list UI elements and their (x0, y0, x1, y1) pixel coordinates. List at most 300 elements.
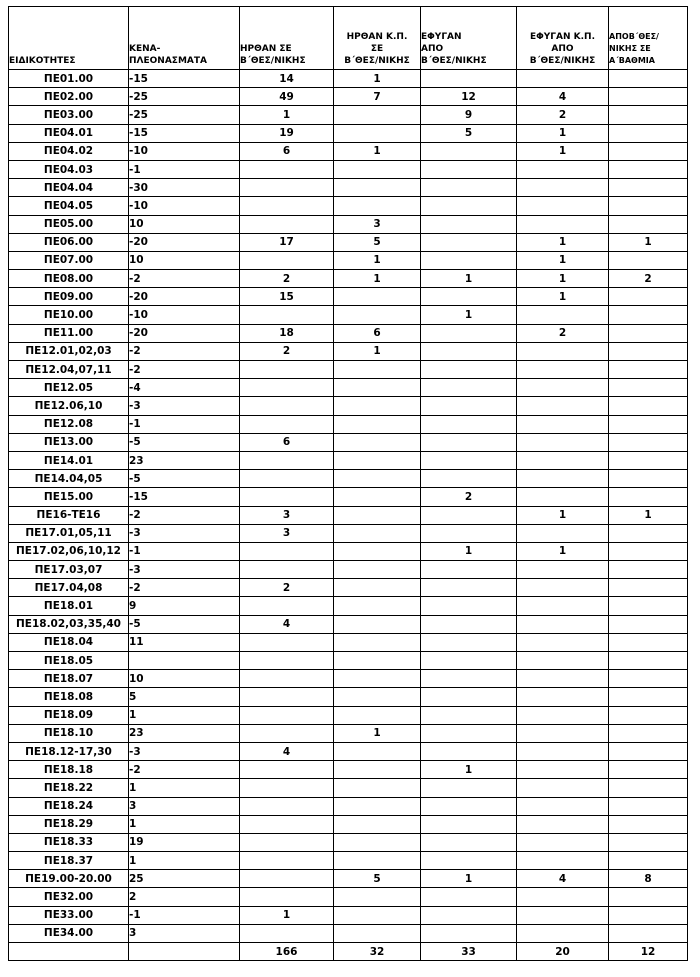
cell-vacancies: -1 (129, 415, 240, 433)
cell-left-kp: 2 (517, 106, 609, 124)
table-row (9, 70, 688, 88)
cell-vacancies: -2 (129, 270, 240, 288)
cell-seconded (609, 179, 688, 197)
table-row (9, 397, 688, 415)
cell-arrived-kp (334, 524, 421, 542)
cell-vacancies: 1 (129, 852, 240, 870)
table-row (9, 888, 688, 906)
cell-vacancies: -25 (129, 88, 240, 106)
cell-left-kp (517, 524, 609, 542)
cell-arrived (240, 561, 334, 579)
table-row (9, 833, 688, 851)
cell-arrived-kp: 1 (334, 142, 421, 160)
cell-left-kp (517, 433, 609, 451)
cell-specialty: ΠΕ18.24 (9, 797, 129, 815)
cell-specialty: ΠΕ07.00 (9, 251, 129, 269)
cell-arrived (240, 197, 334, 215)
cell-specialty: ΠΕ04.03 (9, 160, 129, 178)
cell-vacancies: -3 (129, 742, 240, 760)
header-row (9, 7, 688, 70)
cell-seconded (609, 906, 688, 924)
cell-arrived-kp (334, 306, 421, 324)
table-row (9, 488, 688, 506)
table-row (9, 179, 688, 197)
cell-specialty: ΠΕ15.00 (9, 488, 129, 506)
cell-specialty: ΠΕ18.22 (9, 779, 129, 797)
cell-arrived-kp: 1 (334, 270, 421, 288)
cell-left-kp (517, 761, 609, 779)
cell-vacancies: 23 (129, 724, 240, 742)
cell-seconded (609, 797, 688, 815)
cell-vacancies: -20 (129, 233, 240, 251)
cell-left (421, 833, 517, 851)
header-arrived-kp: ΗΡΘΑΝ Κ.Π. ΣΕ Β΄ΘΕΣ/ΝΙΚΗΣ (334, 7, 421, 70)
cell-left: 5 (421, 124, 517, 142)
cell-arrived-kp (334, 615, 421, 633)
cell-seconded (609, 724, 688, 742)
cell-specialty: ΠΕ18.02,03,35,40 (9, 615, 129, 633)
header-vacancies: ΚΕΝΑ- ΠΛΕΟΝΑΣΜΑΤΑ (129, 7, 240, 70)
cell-seconded (609, 433, 688, 451)
cell-specialty: ΠΕ17.03,07 (9, 561, 129, 579)
cell-specialty: ΠΕ14.04,05 (9, 470, 129, 488)
cell-vacancies: -3 (129, 561, 240, 579)
cell-arrived (240, 779, 334, 797)
cell-arrived (240, 451, 334, 469)
cell-left-kp (517, 797, 609, 815)
cell-arrived-kp: 1 (334, 251, 421, 269)
cell-seconded (609, 888, 688, 906)
cell-arrived: 49 (240, 88, 334, 106)
cell-left (421, 251, 517, 269)
table-row (9, 197, 688, 215)
table-row (9, 506, 688, 524)
cell-arrived-kp (334, 160, 421, 178)
cell-vacancies: -2 (129, 506, 240, 524)
cell-arrived-kp (334, 106, 421, 124)
cell-left-kp (517, 724, 609, 742)
cell-left-kp (517, 833, 609, 851)
cell-seconded: 1 (609, 506, 688, 524)
cell-specialty: ΠΕ18.08 (9, 688, 129, 706)
table-row (9, 324, 688, 342)
cell-left-kp (517, 451, 609, 469)
table-row (9, 652, 688, 670)
cell-left-kp: 1 (517, 542, 609, 560)
cell-arrived-kp (334, 397, 421, 415)
cell-arrived (240, 652, 334, 670)
cell-vacancies: -5 (129, 433, 240, 451)
cell-left (421, 233, 517, 251)
table-row (9, 233, 688, 251)
cell-left-kp: 1 (517, 142, 609, 160)
cell-specialty: ΠΕ12.05 (9, 379, 129, 397)
cell-vacancies: -15 (129, 488, 240, 506)
cell-vacancies: 2 (129, 888, 240, 906)
cell-arrived-kp (334, 906, 421, 924)
cell-arrived-kp (334, 361, 421, 379)
cell-arrived (240, 833, 334, 851)
total-cell-arrived-kp: 32 (334, 943, 421, 961)
cell-left-kp (517, 615, 609, 633)
table-row (9, 451, 688, 469)
cell-vacancies: -15 (129, 70, 240, 88)
cell-seconded (609, 852, 688, 870)
cell-left-kp (517, 488, 609, 506)
table-row (9, 361, 688, 379)
cell-arrived-kp (334, 742, 421, 760)
cell-seconded (609, 160, 688, 178)
cell-left-kp (517, 397, 609, 415)
cell-vacancies: -25 (129, 106, 240, 124)
cell-arrived-kp (334, 579, 421, 597)
cell-vacancies: -10 (129, 197, 240, 215)
cell-left-kp (517, 670, 609, 688)
table-row (9, 124, 688, 142)
cell-arrived (240, 470, 334, 488)
cell-left-kp (517, 852, 609, 870)
cell-arrived: 14 (240, 70, 334, 88)
cell-seconded (609, 742, 688, 760)
cell-arrived (240, 488, 334, 506)
table-row (9, 742, 688, 760)
cell-left-kp: 1 (517, 124, 609, 142)
cell-vacancies: 5 (129, 688, 240, 706)
cell-left-kp: 1 (517, 506, 609, 524)
total-cell-left: 33 (421, 943, 517, 961)
cell-left (421, 361, 517, 379)
cell-arrived: 2 (240, 270, 334, 288)
cell-left (421, 524, 517, 542)
table-row (9, 779, 688, 797)
table-row (9, 706, 688, 724)
cell-arrived (240, 870, 334, 888)
cell-arrived (240, 706, 334, 724)
table-row (9, 470, 688, 488)
cell-left (421, 215, 517, 233)
cell-left-kp (517, 215, 609, 233)
table-row (9, 542, 688, 560)
cell-specialty: ΠΕ16-ΤΕ16 (9, 506, 129, 524)
table-row (9, 215, 688, 233)
cell-specialty: ΠΕ17.01,05,11 (9, 524, 129, 542)
cell-arrived (240, 597, 334, 615)
cell-seconded (609, 379, 688, 397)
cell-arrived: 4 (240, 615, 334, 633)
cell-vacancies: -20 (129, 324, 240, 342)
cell-specialty: ΠΕ18.04 (9, 633, 129, 651)
cell-arrived: 1 (240, 106, 334, 124)
cell-seconded (609, 324, 688, 342)
header-seconded: ΑΠΟΒ΄ΘΕΣ/ ΝΙΚΗΣ ΣΕ Α΄ΒΑΘΜΙΑ (609, 7, 688, 70)
cell-arrived (240, 761, 334, 779)
header-arrived: ΗΡΘΑΝ ΣΕ Β΄ΘΕΣ/ΝΙΚΗΣ (240, 7, 334, 70)
cell-arrived (240, 888, 334, 906)
cell-left (421, 70, 517, 88)
cell-left (421, 506, 517, 524)
cell-seconded (609, 142, 688, 160)
cell-seconded (609, 361, 688, 379)
cell-specialty: ΠΕ02.00 (9, 88, 129, 106)
cell-arrived (240, 852, 334, 870)
table-row (9, 524, 688, 542)
cell-left-kp: 1 (517, 233, 609, 251)
cell-seconded (609, 688, 688, 706)
cell-specialty: ΠΕ33.00 (9, 906, 129, 924)
total-cell-arrived: 166 (240, 943, 334, 961)
cell-arrived-kp (334, 415, 421, 433)
cell-specialty: ΠΕ18.33 (9, 833, 129, 851)
table-row (9, 633, 688, 651)
cell-arrived: 3 (240, 506, 334, 524)
cell-arrived-kp: 6 (334, 324, 421, 342)
cell-left-kp (517, 633, 609, 651)
cell-left: 2 (421, 488, 517, 506)
cell-vacancies: 11 (129, 633, 240, 651)
cell-left (421, 906, 517, 924)
cell-left (421, 888, 517, 906)
cell-arrived-kp (334, 833, 421, 851)
cell-vacancies: -2 (129, 761, 240, 779)
cell-arrived-kp: 1 (334, 70, 421, 88)
cell-arrived-kp: 1 (334, 342, 421, 360)
cell-vacancies: -3 (129, 524, 240, 542)
cell-left: 9 (421, 106, 517, 124)
cell-left-kp (517, 306, 609, 324)
cell-seconded (609, 706, 688, 724)
cell-arrived-kp (334, 197, 421, 215)
cell-left-kp (517, 906, 609, 924)
cell-specialty: ΠΕ12.08 (9, 415, 129, 433)
cell-seconded (609, 306, 688, 324)
table-row (9, 852, 688, 870)
cell-arrived-kp: 3 (334, 215, 421, 233)
cell-left: 1 (421, 306, 517, 324)
cell-arrived (240, 797, 334, 815)
cell-seconded: 1 (609, 233, 688, 251)
cell-left (421, 142, 517, 160)
cell-left-kp (517, 597, 609, 615)
cell-vacancies: -5 (129, 615, 240, 633)
cell-vacancies: -2 (129, 361, 240, 379)
cell-arrived-kp: 5 (334, 233, 421, 251)
cell-arrived (240, 724, 334, 742)
cell-seconded (609, 615, 688, 633)
cell-vacancies: 3 (129, 797, 240, 815)
cell-specialty: ΠΕ06.00 (9, 233, 129, 251)
cell-arrived-kp (334, 124, 421, 142)
cell-specialty: ΠΕ05.00 (9, 215, 129, 233)
cell-specialty: ΠΕ01.00 (9, 70, 129, 88)
cell-specialty: ΠΕ18.07 (9, 670, 129, 688)
cell-arrived: 4 (240, 742, 334, 760)
cell-left (421, 652, 517, 670)
cell-left-kp (517, 160, 609, 178)
cell-arrived-kp: 1 (334, 724, 421, 742)
cell-arrived-kp (334, 597, 421, 615)
cell-arrived-kp: 7 (334, 88, 421, 106)
cell-arrived-kp (334, 179, 421, 197)
cell-seconded (609, 342, 688, 360)
cell-seconded (609, 561, 688, 579)
cell-arrived-kp (334, 797, 421, 815)
cell-arrived: 15 (240, 288, 334, 306)
cell-vacancies: -1 (129, 542, 240, 560)
cell-arrived: 3 (240, 524, 334, 542)
cell-left-kp (517, 361, 609, 379)
cell-vacancies: 1 (129, 815, 240, 833)
cell-seconded (609, 633, 688, 651)
cell-arrived (240, 815, 334, 833)
cell-left (421, 815, 517, 833)
table-row (9, 797, 688, 815)
cell-seconded (609, 124, 688, 142)
cell-left (421, 342, 517, 360)
cell-left: 1 (421, 870, 517, 888)
cell-vacancies: -20 (129, 288, 240, 306)
cell-arrived (240, 379, 334, 397)
cell-specialty: ΠΕ04.04 (9, 179, 129, 197)
cell-left-kp (517, 579, 609, 597)
table-row (9, 906, 688, 924)
header-left: ΕΦΥΓΑΝ ΑΠΟ Β΄ΘΕΣ/ΝΙΚΗΣ (421, 7, 517, 70)
cell-vacancies: 23 (129, 451, 240, 469)
cell-left (421, 615, 517, 633)
cell-left (421, 579, 517, 597)
cell-vacancies: 19 (129, 833, 240, 851)
cell-specialty: ΠΕ18.10 (9, 724, 129, 742)
cell-left: 1 (421, 542, 517, 560)
cell-seconded (609, 579, 688, 597)
cell-left: 1 (421, 270, 517, 288)
table-row (9, 670, 688, 688)
cell-seconded (609, 670, 688, 688)
table-row (9, 615, 688, 633)
totals-row (9, 943, 688, 961)
total-cell-specialty (9, 943, 129, 961)
table-row (9, 688, 688, 706)
table-row (9, 870, 688, 888)
cell-specialty: ΠΕ03.00 (9, 106, 129, 124)
cell-specialty: ΠΕ12.06,10 (9, 397, 129, 415)
table-row (9, 379, 688, 397)
total-cell-left-kp: 20 (517, 943, 609, 961)
cell-left (421, 688, 517, 706)
cell-vacancies: -4 (129, 379, 240, 397)
cell-vacancies: 3 (129, 924, 240, 942)
table-row (9, 724, 688, 742)
cell-left (421, 288, 517, 306)
cell-specialty: ΠΕ18.29 (9, 815, 129, 833)
cell-arrived: 6 (240, 433, 334, 451)
cell-left-kp (517, 742, 609, 760)
cell-left (421, 379, 517, 397)
table-row (9, 142, 688, 160)
table-row (9, 88, 688, 106)
cell-left (421, 433, 517, 451)
cell-arrived-kp (334, 888, 421, 906)
cell-specialty: ΠΕ04.01 (9, 124, 129, 142)
cell-left-kp: 1 (517, 270, 609, 288)
cell-left-kp (517, 70, 609, 88)
header-left-kp: ΕΦΥΓΑΝ Κ.Π. ΑΠΟ Β΄ΘΕΣ/ΝΙΚΗΣ (517, 7, 609, 70)
cell-arrived-kp (334, 488, 421, 506)
cell-vacancies: -15 (129, 124, 240, 142)
table-row (9, 561, 688, 579)
cell-vacancies: 25 (129, 870, 240, 888)
cell-left (421, 451, 517, 469)
cell-specialty: ΠΕ08.00 (9, 270, 129, 288)
cell-specialty: ΠΕ19.00-20.00 (9, 870, 129, 888)
cell-arrived-kp (334, 924, 421, 942)
cell-vacancies: -2 (129, 342, 240, 360)
cell-left (421, 724, 517, 742)
cell-arrived-kp (334, 670, 421, 688)
cell-specialty: ΠΕ18.12-17,30 (9, 742, 129, 760)
cell-seconded (609, 215, 688, 233)
cell-seconded: 2 (609, 270, 688, 288)
cell-vacancies: -10 (129, 306, 240, 324)
cell-specialty: ΠΕ12.01,02,03 (9, 342, 129, 360)
cell-arrived-kp (334, 561, 421, 579)
cell-seconded (609, 197, 688, 215)
table-row (9, 342, 688, 360)
table-row (9, 579, 688, 597)
cell-arrived-kp (334, 706, 421, 724)
cell-arrived (240, 670, 334, 688)
cell-arrived: 17 (240, 233, 334, 251)
cell-left: 12 (421, 88, 517, 106)
cell-arrived (240, 251, 334, 269)
cell-arrived (240, 361, 334, 379)
cell-arrived (240, 179, 334, 197)
cell-arrived-kp (334, 779, 421, 797)
table-row (9, 815, 688, 833)
cell-left (421, 924, 517, 942)
cell-specialty: ΠΕ18.37 (9, 852, 129, 870)
cell-arrived-kp (334, 688, 421, 706)
specialty-table (8, 6, 688, 961)
cell-seconded (609, 70, 688, 88)
cell-specialty: ΠΕ14.01 (9, 451, 129, 469)
cell-arrived-kp (334, 433, 421, 451)
cell-left (421, 179, 517, 197)
cell-arrived-kp (334, 761, 421, 779)
cell-arrived-kp (334, 506, 421, 524)
table-row (9, 415, 688, 433)
table-row (9, 924, 688, 942)
cell-arrived (240, 688, 334, 706)
cell-left-kp (517, 779, 609, 797)
table-body (9, 70, 688, 961)
cell-specialty: ΠΕ32.00 (9, 888, 129, 906)
cell-specialty: ΠΕ34.00 (9, 924, 129, 942)
cell-specialty: ΠΕ11.00 (9, 324, 129, 342)
cell-left (421, 470, 517, 488)
cell-left-kp: 4 (517, 88, 609, 106)
cell-vacancies (129, 652, 240, 670)
cell-arrived-kp (334, 633, 421, 651)
cell-vacancies: -3 (129, 397, 240, 415)
cell-left-kp (517, 197, 609, 215)
cell-seconded (609, 106, 688, 124)
cell-arrived-kp (334, 542, 421, 560)
cell-left-kp (517, 652, 609, 670)
cell-left (421, 597, 517, 615)
cell-specialty: ΠΕ18.18 (9, 761, 129, 779)
cell-seconded (609, 397, 688, 415)
cell-vacancies: -10 (129, 142, 240, 160)
